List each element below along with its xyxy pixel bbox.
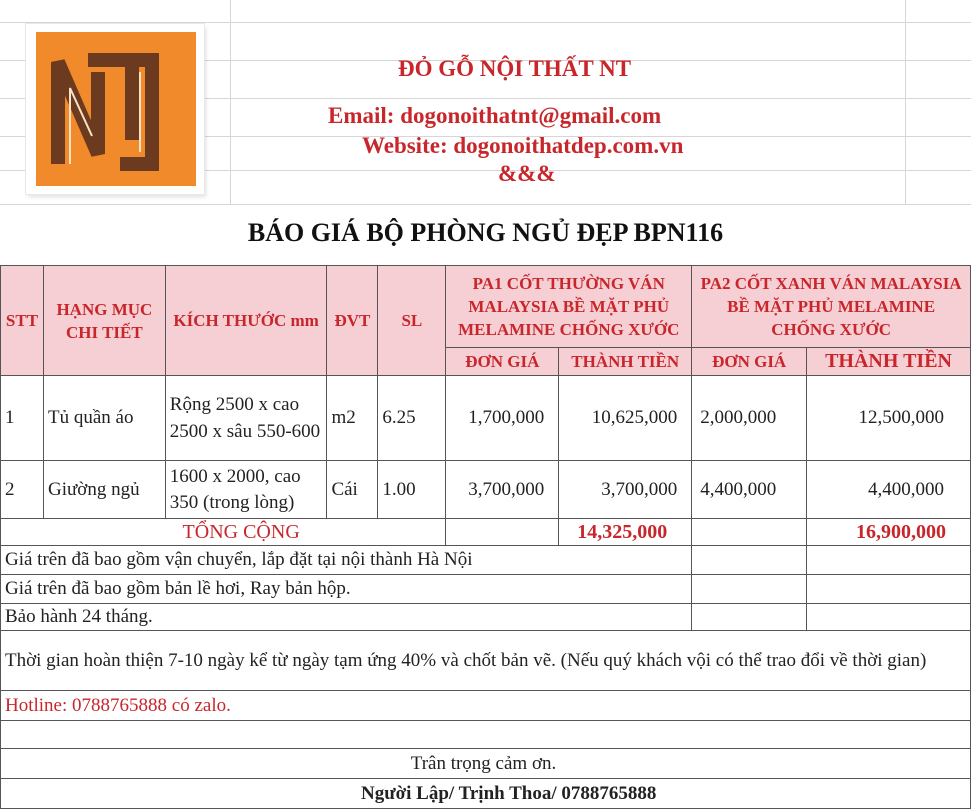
row-pa2-price: 2,000,000	[692, 376, 807, 461]
total-label: TỔNG CỘNG	[1, 519, 446, 546]
note-empty-cell	[692, 575, 807, 604]
row-size: 1600 x 2000, cao 350 (trong lòng)	[165, 461, 327, 519]
row-pa1-amount: 3,700,000	[559, 461, 692, 519]
note-delivery: Giá trên đã bao gồm vận chuyển, lắp đặt tại nội thành Hà Nội	[1, 546, 692, 575]
note-row	[1, 721, 971, 749]
company-email: Email: dogonoithatnt@gmail.com	[328, 103, 662, 128]
note-empty-cell	[692, 546, 807, 575]
sheet-gridline	[230, 0, 231, 205]
header-ampersands: &&&	[498, 161, 556, 186]
note-row	[1, 575, 971, 604]
sheet-gridline	[905, 0, 906, 205]
header-stt: STT	[1, 266, 44, 376]
row-qty: 6.25	[378, 376, 446, 461]
header-unit: ĐVT	[327, 266, 378, 376]
total-row	[1, 519, 971, 546]
company-name: ĐỎ GỖ NỘI THẤT NT	[398, 56, 632, 81]
note-empty-cell	[692, 604, 807, 631]
header-size: KÍCH THƯỚC mm	[165, 266, 327, 376]
note-row	[1, 546, 971, 575]
header-pa1-unit-price: ĐƠN GIÁ	[446, 348, 559, 376]
sheet-gridline	[0, 22, 971, 23]
table-row	[1, 461, 971, 519]
thanks: Trân trọng cảm ơn.	[1, 749, 971, 779]
total-pa1-price-empty	[446, 519, 559, 546]
row-pa2-amount: 4,400,000	[807, 461, 971, 519]
header-pa2-unit-price: ĐƠN GIÁ	[692, 348, 807, 376]
logo-nt-mark	[36, 32, 196, 186]
note-row	[1, 779, 971, 809]
row-pa2-price: 4,400,000	[692, 461, 807, 519]
row-item: Giường ngủ	[43, 461, 165, 519]
row-pa1-price: 3,700,000	[446, 461, 559, 519]
header-pa2-amount: THÀNH TIỀN	[807, 348, 971, 376]
row-unit: m2	[327, 376, 378, 461]
row-unit: Cái	[327, 461, 378, 519]
note-row	[1, 604, 971, 631]
quote-title: BÁO GIÁ BỘ PHÒNG NGỦ ĐẸP BPN116	[247, 218, 724, 247]
header-item: HẠNG MỤC CHI TIẾT	[43, 266, 165, 376]
sheet-gridline	[0, 204, 971, 205]
company-logo	[26, 24, 204, 194]
note-empty-cell	[807, 604, 971, 631]
row-pa1-amount: 10,625,000	[559, 376, 692, 461]
signature: Người Lập/ Trịnh Thoa/ 0788765888	[1, 779, 971, 809]
header-pa1-amount: THÀNH TIỀN	[559, 348, 692, 376]
note-row	[1, 691, 971, 721]
note-warranty: Bảo hành 24 tháng.	[1, 604, 692, 631]
header-qty: SL	[378, 266, 446, 376]
row-stt: 2	[1, 461, 44, 519]
note-lead-time: Thời gian hoàn thiện 7-10 ngày kể từ ngày tạm ứng 40% và chốt bản vẽ. (Nếu quý khách vội có thể trao đổi về thời gian)	[1, 631, 971, 691]
total-pa2-price-empty	[692, 519, 807, 546]
note-empty-cell	[807, 546, 971, 575]
header-pa2: PA2 CỐT XANH VÁN MALAYSIA BỀ MẶT PHỦ MELAMINE CHỐNG XƯỚC	[692, 266, 971, 348]
row-qty: 1.00	[378, 461, 446, 519]
header-pa1: PA1 CỐT THƯỜNG VÁN MALAYSIA BỀ MẶT PHỦ MELAMINE CHỐNG XƯỚC	[446, 266, 692, 348]
note-row	[1, 749, 971, 779]
note-row	[1, 631, 971, 691]
table-row	[1, 376, 971, 461]
row-pa1-price: 1,700,000	[446, 376, 559, 461]
row-size: Rộng 2500 x cao 2500 x sâu 550-600	[165, 376, 327, 461]
note-hardware: Giá trên đã bao gồm bản lề hơi, Ray bản hộp.	[1, 575, 692, 604]
total-pa2: 16,900,000	[807, 519, 971, 546]
empty-row	[1, 721, 971, 749]
row-pa2-amount: 12,500,000	[807, 376, 971, 461]
row-stt: 1	[1, 376, 44, 461]
quote-table	[0, 265, 971, 809]
total-pa1: 14,325,000	[559, 519, 692, 546]
hotline: Hotline: 0788765888 có zalo.	[1, 691, 971, 721]
company-website: Website: dogonoithatdep.com.vn	[362, 133, 684, 158]
note-empty-cell	[807, 575, 971, 604]
row-item: Tủ quần áo	[43, 376, 165, 461]
